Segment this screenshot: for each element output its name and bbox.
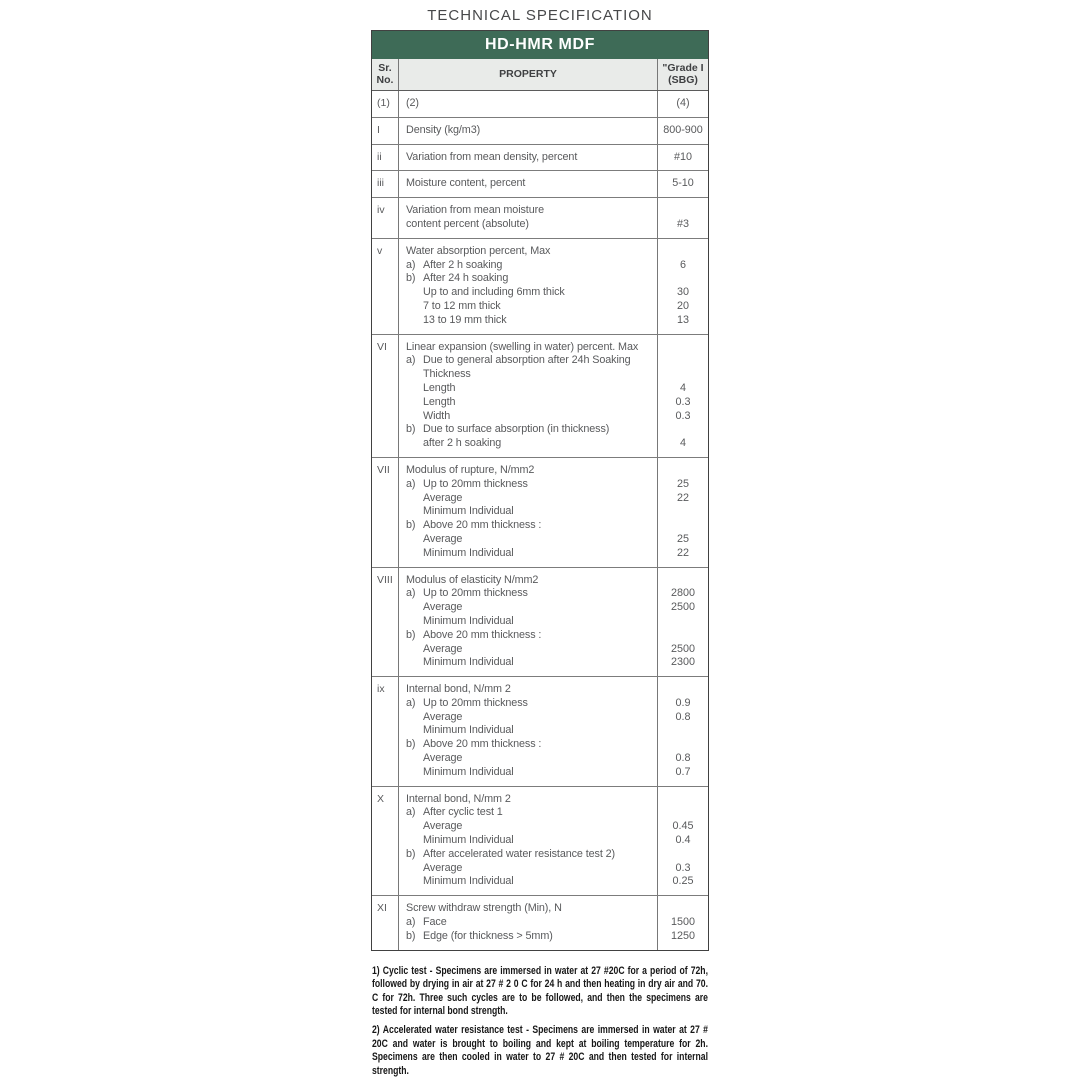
property-line — [406, 492, 657, 506]
property-line — [406, 724, 657, 738]
property-text: Average — [423, 532, 463, 545]
value-cell — [658, 198, 708, 238]
sr-cell: ix — [372, 677, 399, 786]
property-text: Minimum Individual — [423, 875, 514, 888]
property-text: Width — [423, 409, 451, 422]
list-label: a) — [406, 258, 416, 271]
property-line — [406, 683, 657, 697]
value-line — [659, 272, 707, 286]
property-text: Density (kg/m3) — [406, 123, 481, 136]
value-line: 25 — [676, 477, 689, 490]
property-text: Modulus of rupture, N/mm2 — [406, 463, 535, 476]
list-label: a) — [406, 806, 416, 819]
sr-cell: VI — [372, 335, 399, 457]
property-text: Average — [423, 491, 463, 504]
property-cell — [399, 239, 658, 334]
property-line — [406, 902, 657, 916]
property-text: Average — [423, 752, 463, 765]
value-line — [659, 423, 707, 437]
col-header-sr-no — [372, 59, 399, 90]
value-cell — [658, 787, 708, 896]
property-text: Length — [423, 395, 456, 408]
table-row — [372, 335, 708, 458]
value-line: 30 — [676, 286, 689, 299]
property-line — [406, 519, 657, 533]
property-line — [406, 834, 657, 848]
property-text: After accelerated water resistance test 2) — [423, 847, 616, 860]
property-text: Average — [423, 601, 463, 614]
property-line — [406, 601, 657, 615]
property-line — [406, 574, 657, 588]
property-text: 7 to 12 mm thick — [423, 299, 501, 312]
value-line: 0.4 — [675, 834, 691, 847]
property-line — [406, 533, 657, 547]
value-line: 22 — [676, 546, 689, 559]
list-label: b) — [406, 929, 416, 942]
table-row — [372, 787, 708, 897]
property-text: After cyclic test 1 — [423, 806, 503, 819]
property-line — [406, 177, 657, 191]
property-line — [406, 930, 657, 944]
property-text: Average — [423, 820, 463, 833]
value-cell — [658, 568, 708, 677]
value-line — [659, 245, 707, 259]
list-label: a) — [406, 696, 416, 709]
table-row — [372, 458, 708, 568]
property-line — [406, 738, 657, 752]
property-cell — [399, 335, 658, 457]
value-line: 1500 — [670, 916, 696, 929]
property-text: Average — [423, 861, 463, 874]
value-line: 0.3 — [675, 861, 691, 874]
list-label: b) — [406, 272, 416, 285]
col-header-sr-line1: Sr. — [378, 62, 392, 74]
value-line: 4 — [679, 437, 686, 450]
sr-cell: iii — [372, 171, 399, 197]
property-text: Minimum Individual — [423, 656, 514, 669]
property-cell — [399, 198, 658, 238]
value-line — [659, 519, 707, 533]
value-line — [659, 738, 707, 752]
sr-cell: iv — [372, 198, 399, 238]
sr-cell: VIII — [372, 568, 399, 677]
property-text: Minimum Individual — [423, 546, 514, 559]
sr-cell: ii — [372, 145, 399, 171]
property-cell — [399, 118, 658, 144]
property-line — [406, 547, 657, 561]
value-line: 25 — [676, 532, 689, 545]
value-line: 13 — [676, 313, 689, 326]
value-line: 0.7 — [675, 765, 691, 778]
value-line — [659, 505, 707, 519]
property-cell — [399, 145, 658, 171]
property-line — [406, 629, 657, 643]
property-text: Moisture content, percent — [406, 177, 526, 190]
value-cell — [658, 896, 708, 949]
value-line — [659, 683, 707, 697]
value-line: 0.3 — [675, 395, 691, 408]
property-text: Above 20 mm thickness : — [423, 519, 542, 532]
value-cell — [658, 335, 708, 457]
property-cell — [399, 677, 658, 786]
property-line — [406, 697, 657, 711]
property-line — [406, 410, 657, 424]
property-line — [406, 437, 657, 451]
table-row — [372, 91, 708, 118]
value-line: 800-900 — [663, 123, 703, 136]
list-label: a) — [406, 354, 416, 367]
list-label: a) — [406, 916, 416, 929]
property-text: Minimum Individual — [423, 505, 514, 518]
spec-table — [371, 30, 709, 951]
property-line — [406, 286, 657, 300]
property-cell — [399, 787, 658, 896]
property-cell — [399, 458, 658, 567]
list-label: b) — [406, 519, 416, 532]
table-title: HD-HMR MDF — [485, 36, 595, 53]
property-text: Edge (for thickness > 5mm) — [423, 929, 553, 942]
col-header-grade-line1: "Grade I — [662, 62, 704, 74]
list-label: b) — [406, 738, 416, 751]
value-line — [659, 806, 707, 820]
property-text: Due to surface absorption (in thickness) — [423, 423, 610, 436]
property-line — [406, 848, 657, 862]
property-cell — [399, 91, 658, 117]
sr-cell: VII — [372, 458, 399, 567]
property-text: Thickness — [423, 368, 471, 381]
value-line — [659, 204, 707, 218]
list-label: a) — [406, 477, 416, 490]
footnotes — [372, 965, 708, 1079]
property-cell — [399, 568, 658, 677]
value-line — [659, 368, 707, 382]
value-line: 2500 — [670, 642, 696, 655]
value-cell — [658, 239, 708, 334]
property-line — [406, 806, 657, 820]
property-line — [406, 396, 657, 410]
col-header-property — [399, 59, 658, 90]
property-line — [406, 272, 657, 286]
property-line — [406, 711, 657, 725]
value-line: 20 — [676, 299, 689, 312]
property-line — [406, 793, 657, 807]
table-title-bar — [372, 31, 708, 59]
property-text: Variation from mean density, percent — [406, 150, 578, 163]
property-text: Up to and including 6mm thick — [423, 286, 565, 299]
list-label: b) — [406, 847, 416, 860]
property-text: (2) — [406, 97, 419, 109]
table-row — [372, 118, 708, 145]
value-line — [659, 615, 707, 629]
property-text: Variation from mean moisture — [406, 204, 545, 217]
property-line — [406, 464, 657, 478]
value-line — [659, 574, 707, 588]
property-text: Water absorption percent, Max — [406, 244, 551, 257]
property-line — [406, 916, 657, 930]
property-line — [406, 478, 657, 492]
property-text: Screw withdraw strength (Min), N — [406, 902, 562, 915]
sr-cell: X — [372, 787, 399, 896]
property-line — [406, 587, 657, 601]
value-line — [659, 793, 707, 807]
value-line: 22 — [676, 491, 689, 504]
property-line — [406, 368, 657, 382]
property-text: Modulus of elasticity N/mm2 — [406, 573, 539, 586]
table-row — [372, 145, 708, 172]
value-line: 4 — [679, 381, 686, 394]
value-cell — [658, 171, 708, 197]
property-text: Internal bond, N/mm 2 — [406, 792, 511, 805]
table-row — [372, 677, 708, 787]
value-cell — [658, 118, 708, 144]
property-text: Internal bond, N/mm 2 — [406, 683, 511, 696]
value-line: 0.8 — [675, 710, 691, 723]
property-line — [406, 300, 657, 314]
value-line: 0.25 — [672, 875, 694, 888]
property-line — [406, 341, 657, 355]
property-text: After 24 h soaking — [423, 272, 509, 285]
property-line — [406, 354, 657, 368]
property-cell — [399, 896, 658, 949]
property-line — [406, 656, 657, 670]
value-line: 2800 — [670, 587, 696, 600]
property-cell — [399, 171, 658, 197]
value-line: (4) — [676, 97, 690, 109]
footnotes-inner — [372, 965, 708, 1079]
table-row — [372, 239, 708, 335]
value-line — [659, 341, 707, 355]
table-row — [372, 568, 708, 678]
value-cell — [658, 145, 708, 171]
value-line — [659, 724, 707, 738]
property-line — [406, 862, 657, 876]
list-label: a) — [406, 587, 416, 600]
table-row — [372, 171, 708, 198]
value-line: 5-10 — [672, 177, 694, 190]
property-line — [406, 124, 657, 138]
property-text: Up to 20mm thickness — [423, 587, 528, 600]
property-text: after 2 h soaking — [423, 437, 502, 450]
property-line — [406, 245, 657, 259]
table-body — [372, 91, 708, 950]
sr-cell: (1) — [372, 91, 399, 117]
value-line: #10 — [673, 150, 692, 163]
value-cell — [658, 458, 708, 567]
property-text: Length — [423, 381, 456, 394]
value-line: 6 — [679, 258, 686, 271]
value-line: 1250 — [670, 929, 696, 942]
value-line — [659, 464, 707, 478]
property-text: Minimum Individual — [423, 834, 514, 847]
value-line — [659, 629, 707, 643]
property-line — [406, 766, 657, 780]
page-title: TECHNICAL SPECIFICATION — [427, 7, 653, 24]
property-text: Average — [423, 710, 463, 723]
table-row — [372, 896, 708, 949]
property-text: Minimum Individual — [423, 614, 514, 627]
property-text: Due to general absorption after 24h Soaking — [423, 354, 631, 367]
property-text: Face — [423, 916, 447, 929]
property-line — [406, 204, 657, 218]
value-cell — [658, 677, 708, 786]
property-line — [406, 314, 657, 328]
property-line — [406, 218, 657, 232]
property-text: 13 to 19 mm thick — [423, 313, 507, 326]
property-line — [406, 259, 657, 273]
property-line — [406, 505, 657, 519]
sr-cell: XI — [372, 896, 399, 949]
table-row — [372, 198, 708, 239]
value-line — [659, 848, 707, 862]
sr-cell: v — [372, 239, 399, 334]
property-line — [406, 423, 657, 437]
property-line — [406, 820, 657, 834]
property-text: Minimum Individual — [423, 765, 514, 778]
value-line: 0.3 — [675, 409, 691, 422]
col-header-property-label: PROPERTY — [499, 67, 557, 80]
list-label: b) — [406, 628, 416, 641]
value-line: #3 — [676, 217, 689, 230]
property-line — [406, 643, 657, 657]
property-line — [406, 615, 657, 629]
property-text: content percent (absolute) — [406, 217, 529, 230]
col-header-grade — [658, 59, 708, 90]
property-text: Up to 20mm thickness — [423, 477, 528, 490]
property-line — [406, 875, 657, 889]
footnote-1: 1) Cyclic test - Specimens are immersed in water at 27 #20C for a period of 72h, followed by drying in air at 27 # 2 0 C for 24 h and then heating in dry air and 70. C for 72h. Three such cycles are to be followed, and then the specimens are tested for internal bond strength. — [372, 964, 708, 1018]
value-line: 2300 — [670, 656, 696, 669]
value-line: 2500 — [670, 601, 696, 614]
col-header-sr-line2: No. — [376, 73, 394, 86]
table-header-row — [372, 59, 708, 91]
value-cell — [658, 91, 708, 117]
property-text: Linear expansion (swelling in water) percent. Max — [406, 340, 639, 353]
property-line — [406, 97, 657, 111]
property-line — [406, 752, 657, 766]
footnote-2: 2) Accelerated water resistance test - Specimens are immersed in water at 27 # 20C and water is brought to boiling and kept at boiling temperature for 2h. Specimens are then cooled in water to 27 # 20C and then tested for internal strength. — [372, 1024, 708, 1077]
col-header-grade-line2: (SBG) — [668, 73, 698, 86]
property-text: Minimum Individual — [423, 724, 514, 737]
property-line — [406, 151, 657, 165]
value-line — [659, 902, 707, 916]
property-line — [406, 382, 657, 396]
property-text: Up to 20mm thickness — [423, 696, 528, 709]
property-text: After 2 h soaking — [423, 258, 503, 271]
property-text: Average — [423, 642, 463, 655]
property-text: Above 20 mm thickness : — [423, 738, 542, 751]
value-line: 0.45 — [672, 820, 694, 833]
value-line: 0.8 — [675, 752, 691, 765]
property-text: Above 20 mm thickness : — [423, 628, 542, 641]
sr-cell: I — [372, 118, 399, 144]
value-line: 0.9 — [675, 696, 691, 709]
list-label: b) — [406, 423, 416, 436]
value-line — [659, 354, 707, 368]
